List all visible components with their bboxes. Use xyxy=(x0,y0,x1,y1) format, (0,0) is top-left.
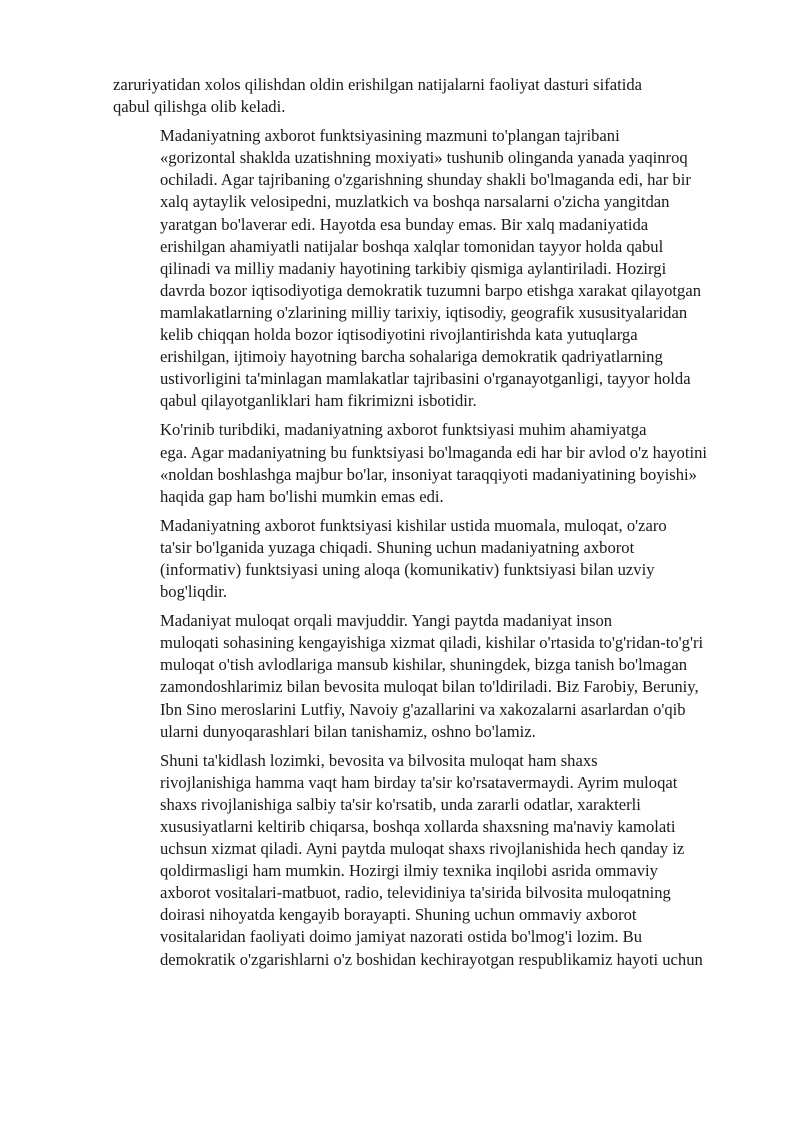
text-line: demokratik o'zgarishlarni o'z boshidan kechirayotgan respublikamiz hayoti uchun xyxy=(160,949,703,969)
text-line: erishilgan ahamiyatli natijalar boshqa xalqlar tomonidan tayyor holda qabul xyxy=(160,236,664,256)
text-line: ta'sir bo'lganida yuzaga chiqadi. Shuning uchun madaniyatning axborot xyxy=(160,537,635,557)
text-line: ega. Agar madaniyatning bu funktsiyasi bo'lmaganda edi har bir avlod o'z hayotini xyxy=(160,442,707,462)
text-line: qoldirmasligi ham mumkin. Hozirgi ilmiy texnika inqilobi asrida ommaviy xyxy=(160,861,658,881)
text-line: muloqat o'tish avlodlariga mansub kishilar, shuningdek, bizga tanish bo'lmagan xyxy=(160,655,688,675)
text-line: xalq aytaylik velosipedni, muzlatkich va boshqa narsalarni o'zicha yangitdan xyxy=(160,192,670,212)
text-line: rivojlanishiga hamma vaqt ham birday ta'sir ko'rsatavermaydi. Ayrim muloqat xyxy=(160,772,678,792)
text-line: qilinadi va milliy madaniy hayotining tarkibiy qismiga aylantiriladi. Hozirgi xyxy=(160,258,667,278)
text-line: xususiyatlarni keltirib chiqarsa, boshqa xollarda shaxsning ma'naviy kamolati xyxy=(160,817,676,836)
text-line: mamlakatlarning o'zlarining milliy tarixiy, iqtisodiy, geografik xususityalaridan xyxy=(160,302,688,322)
text-line: Ibn Sino meroslarini Lutfiy, Navoiy g'azallarini va xakozalarni asarlardan o'qib xyxy=(160,699,686,719)
paragraph-6 xyxy=(113,750,743,971)
paragraph-1 xyxy=(113,74,743,118)
paragraph-3 xyxy=(113,419,743,507)
text-line: zamondoshlarimiz bilan bevosita muloqat bilan to'ldiriladi. Biz Farobiy, Beruniy, xyxy=(160,677,699,697)
text-line: vositalaridan faoliyati doimo jamiyat nazorati ostida bo'lmog'i lozim. Bu xyxy=(160,927,643,947)
text-line: shaxs rivojlanishiga salbiy ta'sir ko'rsatib, unda zararli odatlar, xarakterli xyxy=(160,794,641,814)
text-line: ularni dunyoqarashlari bilan tanishamiz, oshno bo'lamiz. xyxy=(160,721,536,741)
text-line: «gorizontal shaklda uzatishning moxiyati» tushunib olinganda yanada yaqinroq xyxy=(160,148,688,168)
text-line: kelib chiqqan holda bozor iqtisodiyotini rivojlantirishda kata yutuqlarga xyxy=(160,325,638,345)
text-line: haqida gap ham bo'lishi mumkin emas edi. xyxy=(160,486,444,506)
text-line: (informativ) funktsiyasi uning aloqa (komunikativ) funktsiyasi bilan uzviy xyxy=(160,559,655,579)
paragraph-4 xyxy=(113,515,743,603)
text-line: zaruriyatidan xolos qilishdan oldin erishilgan natijalarni faoliyat dasturi sifatida xyxy=(113,75,643,94)
text-line: ustivorligini ta'minlagan mamlakatlar tajribasini o'rganayotganligi, tayyor holda xyxy=(160,369,691,389)
paragraph-2 xyxy=(113,125,743,412)
text-line: Madaniyat muloqat orqali mavjuddir. Yangi paytda madaniyat inson xyxy=(160,611,613,631)
text-line: doirasi nihoyatda kengayib borayapti. Shuning uchun ommaviy axborot xyxy=(160,905,637,925)
text-line: Shuni ta'kidlash lozimki, bevosita va bilvosita muloqat ham shaxs xyxy=(160,750,598,770)
text-line: erishilgan, ijtimoiy hayotning barcha sohalariga demokratik qadriyatlarning xyxy=(160,347,663,367)
text-line: qabul qilishga olib keladi. xyxy=(113,97,286,117)
paragraph-5 xyxy=(113,610,743,743)
document-body xyxy=(113,74,743,978)
text-line: uchsun xizmat qiladi. Ayni paytda muloqat shaxs rivojlanishida hech qanday iz xyxy=(160,839,685,859)
text-line: muloqati sohasining kengayishiga xizmat qiladi, kishilar o'rtasida to'g'ridan-to'g'ri xyxy=(160,633,704,653)
text-line: bog'liqdir. xyxy=(160,582,228,602)
text-line: yaratgan bo'laverar edi. Hayotda esa bunday emas. Bir xalq madaniyatida xyxy=(160,214,649,234)
text-line: ochiladi. Agar tajribaning o'zgarishning shunday shakli bo'lmaganda edi, har bir xyxy=(160,170,691,190)
text-line: qabul qilayotganliklari ham fikrimizni isbotidir. xyxy=(160,391,477,411)
text-line: Madaniyatning axborot funktsiyasining mazmuni to'plangan tajribani xyxy=(160,126,620,146)
text-line: «noldan boshlashga majbur bo'lar, insoniyat taraqqiyoti madaniyatining boyishi» xyxy=(160,464,697,484)
text-line: davrda bozor iqtisodiyotiga demokratik tuzumni barpo etishga xarakat qilayotgan xyxy=(160,280,701,300)
text-line: Madaniyatning axborot funktsiyasi kishilar ustida muomala, muloqat, o'zaro xyxy=(160,515,667,535)
text-line: Ko'rinib turibdiki, madaniyatning axborot funktsiyasi muhim ahamiyatga xyxy=(160,420,647,440)
text-line: axborot vositalari-matbuot, radio, televidiniya ta'sirida bilvosita muloqatning xyxy=(160,883,671,903)
